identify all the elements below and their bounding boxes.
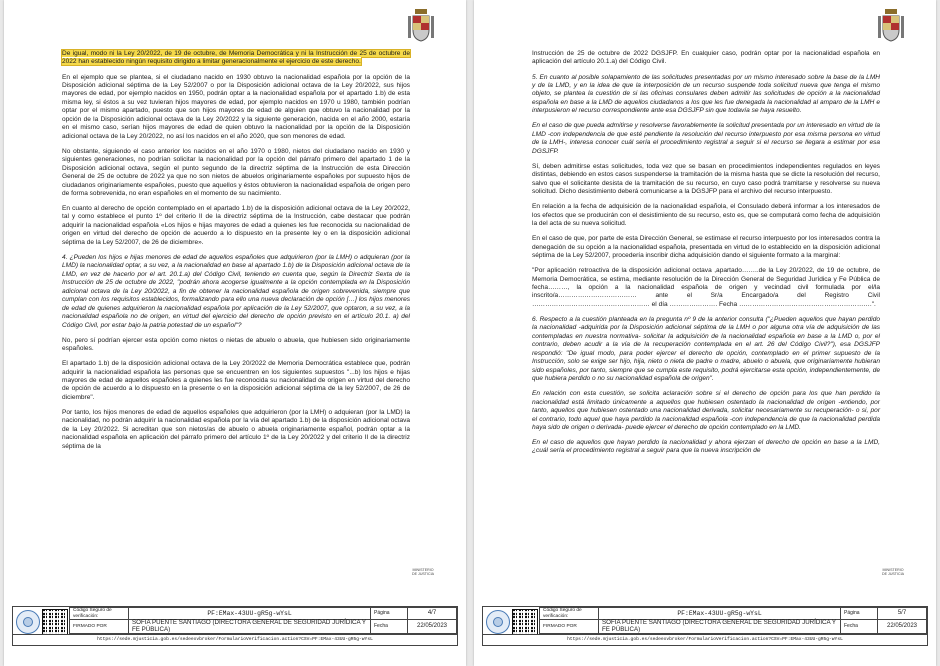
qr-code-icon [42, 609, 68, 635]
date-value: 22/05/2023 [878, 620, 927, 634]
date-label: Fecha [371, 620, 408, 634]
date-label: Fecha [841, 620, 878, 634]
question-paragraph: En relación con esta cuestión, se solicita aclaración sobre si el derecho de opción para los que han perdido la nacionalidad está limitado únicamente a aquellos que hubiesen ostentado la nacionalidad de origen -entiendo, por tanto, aquellos que hubiesen ostentado una nacionalidad derivada, solicitar necesariamente su recuperación- o si, por el contrario, todo aquel que haya perdido la nacionalidad española -con independencia de que la nacionalidad perdida haya sido de origen o derivada- puede ejercer el derecho de opción contemplado en la LMD. [532, 390, 880, 431]
page-label: Página [371, 608, 408, 620]
paragraph-highlighted: De igual, modo ni la Ley 20/2022, de 19 de octubre, de Memoria Democrática y ni la Instrucción de 25 de octubre de 2022 han establecido ningún requisito dirigido a limitar generacionalmente el ejercicio de este derecho. [62, 50, 410, 66]
page-text [62, 50, 410, 458]
page-number: 4/7 [408, 608, 457, 620]
signer-name: SOFIA PUENTE SANTIAGO (DIRECTORA GENERAL DE SEGURIDAD JURÍDICA Y FE PÚBLICA) [599, 620, 841, 634]
seal-icon [486, 610, 510, 634]
document-page-5 [474, 0, 936, 666]
paragraph: En el ejemplo que se plantea, si el ciudadano nacido en 1930 obtuvo la nacionalidad española por la opción de la Disposición adicional séptima de la Ley 52/2007 o por la Disposición adicional octava de la Ley 20/2022, sus hijos mayores de edad, por ejemplo nacidos en 1950, podrán optar a la nacionalidad española por el apartado 1.b) de esta misma ley, si éstos a su vez tuvieran hijos mayores de edad, por ejemplo nacidos en 1970 u 1980, también podrían optar por el mismo apartado, puesto que son hijos mayores de edad de alguien que obtuvo la nacionalidad por la opción de la Disposición adicional octava de la Ley 20/2022 y la siguiente generación, nacida en el año 2000, estaría en el mismo caso, serían hijos mayores de edad de quien obtuvo la nacionalidad por la opción de la Disposición adicional octava de la Ley 20/2022, no así los nacidos en el año 2020, que son menores de edad. [62, 73, 410, 140]
verification-table [69, 607, 457, 634]
date-value: 22/05/2023 [408, 620, 457, 634]
signed-label: FIRMADO POR [540, 620, 599, 634]
question-paragraph: En el caso de aquellos que hayan perdido la nacionalidad y ahora ejerzan el derecho de opción en base a la LMD, ¿cuál sería el procedimiento registral a seguir para que la nueva inscripción de [532, 439, 880, 455]
document-page-4 [4, 0, 466, 666]
question-paragraph: 6. Respecto a la cuestión planteada en la pregunta nº 9 de la anterior consulta ("¿Pueden aquellos que hayan perdido la nacionalidad -adquirida por la Disposición adicional séptima de la LMH o por alguna otra vía de adquisición de las contempladas en nuestra normativa- solicitar la adquisición de la nacionalidad española en base a la LMD o, por el contrario, deben acudir a la vía de la recuperación contemplada en el art. 26 del Código Civil?"), esa DGSJFP respondió: "De igual modo, para poder ejercer el derecho de opción, contemplado en el primer supuesto de la Instrucción, solo se exige ser hijo, hija, nieto o nieta de padre o madre, abuelo o abuela, que originariamente hubieran sido españoles, por tanto, siempre que se cumpla este requisito, podrá ejercitarse esta opción, independientemente, de que hubiera perdido o no su nacionalidad española de origen". [532, 315, 880, 383]
page-label: Página [841, 608, 878, 620]
page-number: 5/7 [878, 608, 927, 620]
paragraph: No obstante, siguiendo el caso anterior los nacidos en el año 1970 o 1980, nietos del ciudadano nacido en 1930 y siguientes generaciones, no podrían solicitar la nacionalidad por la opción del párrafo primero del apartado 1 de la Disposición adicional octava, según el punto segundo de la directriz séptima de la Instrucción de esta Dirección General de 25 de octubre de 2022 ya que no son nietos de abuelos originariamente españoles por supuesto hijos de ciudadanos originariamente españoles, puesto que aquellos y éstos obtuvieron la nacionalidad española de origen pero de forma sobrevenida, no eran españoles en el momento de su nacimiento. [62, 147, 410, 197]
paragraph: En el caso de que, por parte de esta Dirección General, se estimase el recurso interpuesto por los interesados contra la denegación de su opción a la nacionalidad española, presentada en virtud de lo establecido en la disposición adicional séptima de la Ley 52/2007, procedería inscribir dicha adquisición dando el siguiente formato a la marginal: [532, 235, 880, 260]
signed-label: FIRMADO POR [70, 620, 129, 634]
question-paragraph: 5. En cuanto al posible solapamiento de las solicitudes presentadas por un mismo interesado sobre la base de la LMH y de la LMD, y en la idea de que la interposición de un recurso suspende toda solicitud nueva que tenga el mismo objeto, se plantea la cuestión de si las oficinas consulares deben admitir las solicitudes de opción a la nacionalidad española en base a la LMD de aquellos ciudadanos a los que les fue denegada la nacionalidad al amparo de la LMH e interpusieron el recurso correspondiente ante esa DGSJFP sin que todavía se haya resuelto. [532, 73, 880, 115]
marginal-template: "Por aplicación retroactiva de la disposición adicional octava ,apartado……..de la Ley 20/2022, de 19 de octubre, de Memoria Democrática, se estima, mediante resolución de la Dirección General de Seguridad Jurídica y Fe Pública de fecha………, la opción a la nacionalidad española de origen y vecindad civil formulada por el/la inscrito/a……………………………… ante el Sr/a Encargado/a del Registro Civil ……………………………………………… el día …………………. Fecha …………………………………………………….". [532, 267, 880, 308]
paragraph: Instrucción de 25 de octubre de 2022 DGSJFP. En cualquier caso, podrán optar por la nacionalidad española en aplicación del artículo 20.1.a) del Código Civil. [532, 50, 880, 66]
page-text [532, 50, 880, 463]
paragraph: En cuanto al derecho de opción contemplado en el apartado 1.b) de la disposición adicional octava de la Ley 20/2022, tal y como establece el punto 1º del criterio II de la directriz séptima de la Instrucción, cabe destacar que podrán adquirir la nacionalidad española «Los hijos e hijas mayores de edad a quienes les fue reconocida su nacionalidad de origen en virtud del derecho de opción de acuerdo a lo dispuesto en la presente ley o en la disposición adicional séptima de la Ley 52/2007, de 26 de diciembre». [62, 205, 410, 246]
signer-name: SOFIA PUENTE SANTIAGO (DIRECTORA GENERAL DE SEGURIDAD JURÍDICA Y FE PÚBLICA) [129, 620, 371, 634]
paragraph: Sí, deben admitirse estas solicitudes, toda vez que se basan en procedimientos independientes regulados en leyes distintas, debiendo en estos casos suspenderse la tramitación de la misma hasta que se dicte la resolución del recurso, salvo que el solicitante desista de la tramitación de su recurso, en cuyo caso podrá tramitarse y resolverse su nueva solicitud. Dicho desistimiento deberá comunicarse a la DGSJFP para el archivo del recurso interpuesto. [532, 162, 880, 196]
coat-of-arms-icon [406, 8, 436, 42]
verification-url[interactable]: https://sede.mjusticia.gob.es/sedeexvbroker/FormularioVerificacion.action?CSV=PF:EMax-43UU-gR5g-wYsL [13, 634, 457, 645]
csv-label: Código Seguro de verificación: [70, 608, 129, 620]
signature-footer [482, 606, 928, 646]
verification-url[interactable]: https://sede.mjusticia.gob.es/sedeexvbroker/FormularioVerificacion.action?CSV=PF:EMax-43UU-gR5g-wYsL [483, 634, 927, 645]
question-paragraph: 4. ¿Pueden los hijos e hijas menores de edad de aquellos españoles que adquirieron (por la LMH) o adquieran (por la LMD) la nacionalidad optar, a su vez, a la nacionalidad en base al apartado 1.b) de la Disposición adicional octava de la LMD, en vez de hacerlo por el art. 20.1.a) del Código Civil, teniendo en cuenta que, según la Directriz Sexta de la Instrucción de 25 de octubre de 2022, "podrán ahora acogerse igualmente a la opción contemplada en la Disposición adicional octava de la Ley 20/2022, a fin de obtener la nacionalidad española de origen sobrevenida, siempre que cumplan con los requisitos establecidos, formalizando para ello una nueva declaración de opción […] los hijos menores de edad de quienes adquirieron la nacionalidad española por aplicación de la Ley 52/2007, que optaron, a su vez, a la nacionalidad española no de origen, en virtud del ejercicio del derecho de opción previsto en el artículo 20.1. a) del Código Civil, por estar bajo la patria potestad de un español"? [62, 253, 410, 329]
csv-label: Código Seguro de verificación: [540, 608, 599, 620]
signature-footer [12, 606, 458, 646]
verification-table [539, 607, 927, 634]
question-paragraph: En el caso de que pueda admitirse y resolverse favorablemente la solicitud presentada por un interesado en virtud de la LMD -con independencia de que esté pendiente la resolución del recurso interpuesto por esa misma persona en virtud de la LMH-, interesa conocer cuál sería el procedimiento registral a seguir si el recurso se llegara a estimar por esa DGSJFP. [532, 122, 880, 155]
paragraph: En relación a la fecha de adquisición de la nacionalidad española, el Consulado deberá informar a los interesados de los efectos que se producirán con el desistimiento de su recurso, esto es, que se computará como fecha de adquisición la del acta de su nueva solicitud. [532, 203, 880, 228]
csv-code: PF:EMax-43UU-gR5g-wYsL [599, 608, 841, 620]
qr-code-icon [512, 609, 538, 635]
ministry-label: MINISTERIO DE JUSTICIA [412, 568, 434, 576]
paragraph: No, pero sí podrían ejercer esta opción como nietos o nietas de abuelo o abuela, que hubiesen sido originariamente españoles. [62, 336, 410, 353]
paragraph: Por tanto, los hijos menores de edad de aquellos españoles que adquirieron (por la LMH) o adquieran (por la LMD) la nacionalidad, no podrán adquirir la nacionalidad española por la vía del apartado 1.b) de la disposición adicional octava de la Ley 20/2022. Si acreditan que son nietos/as de abuelo o abuela originariamente español, podrán optar a la nacionalidad española en aplicación del párrafo primero del artículo 1º de la Ley 20/2022 y del criterio II de la directriz séptima de la [62, 408, 410, 450]
ministry-label: MINISTERIO DE JUSTICIA [882, 568, 904, 576]
paragraph: El apartado 1.b) de la disposición adicional octava de la Ley 20/2022 de Memoria Democrática establece que, podrán adquirir la nacionalidad española las personas que se encuentren en los siguientes supuestos "...b) los hijos e hijas mayores de edad de aquellos españoles a quienes les fue reconocida su nacionalidad de origen en virtud del derecho de opción de acuerdo a lo dispuesto en la presente o en la disposición adicional séptima de la ley 52/2007, de 26 de diciembre". [62, 360, 410, 401]
csv-code: PF:EMax-43UU-gR5g-wYsL [129, 608, 371, 620]
coat-of-arms-icon [876, 8, 906, 42]
seal-icon [16, 610, 40, 634]
